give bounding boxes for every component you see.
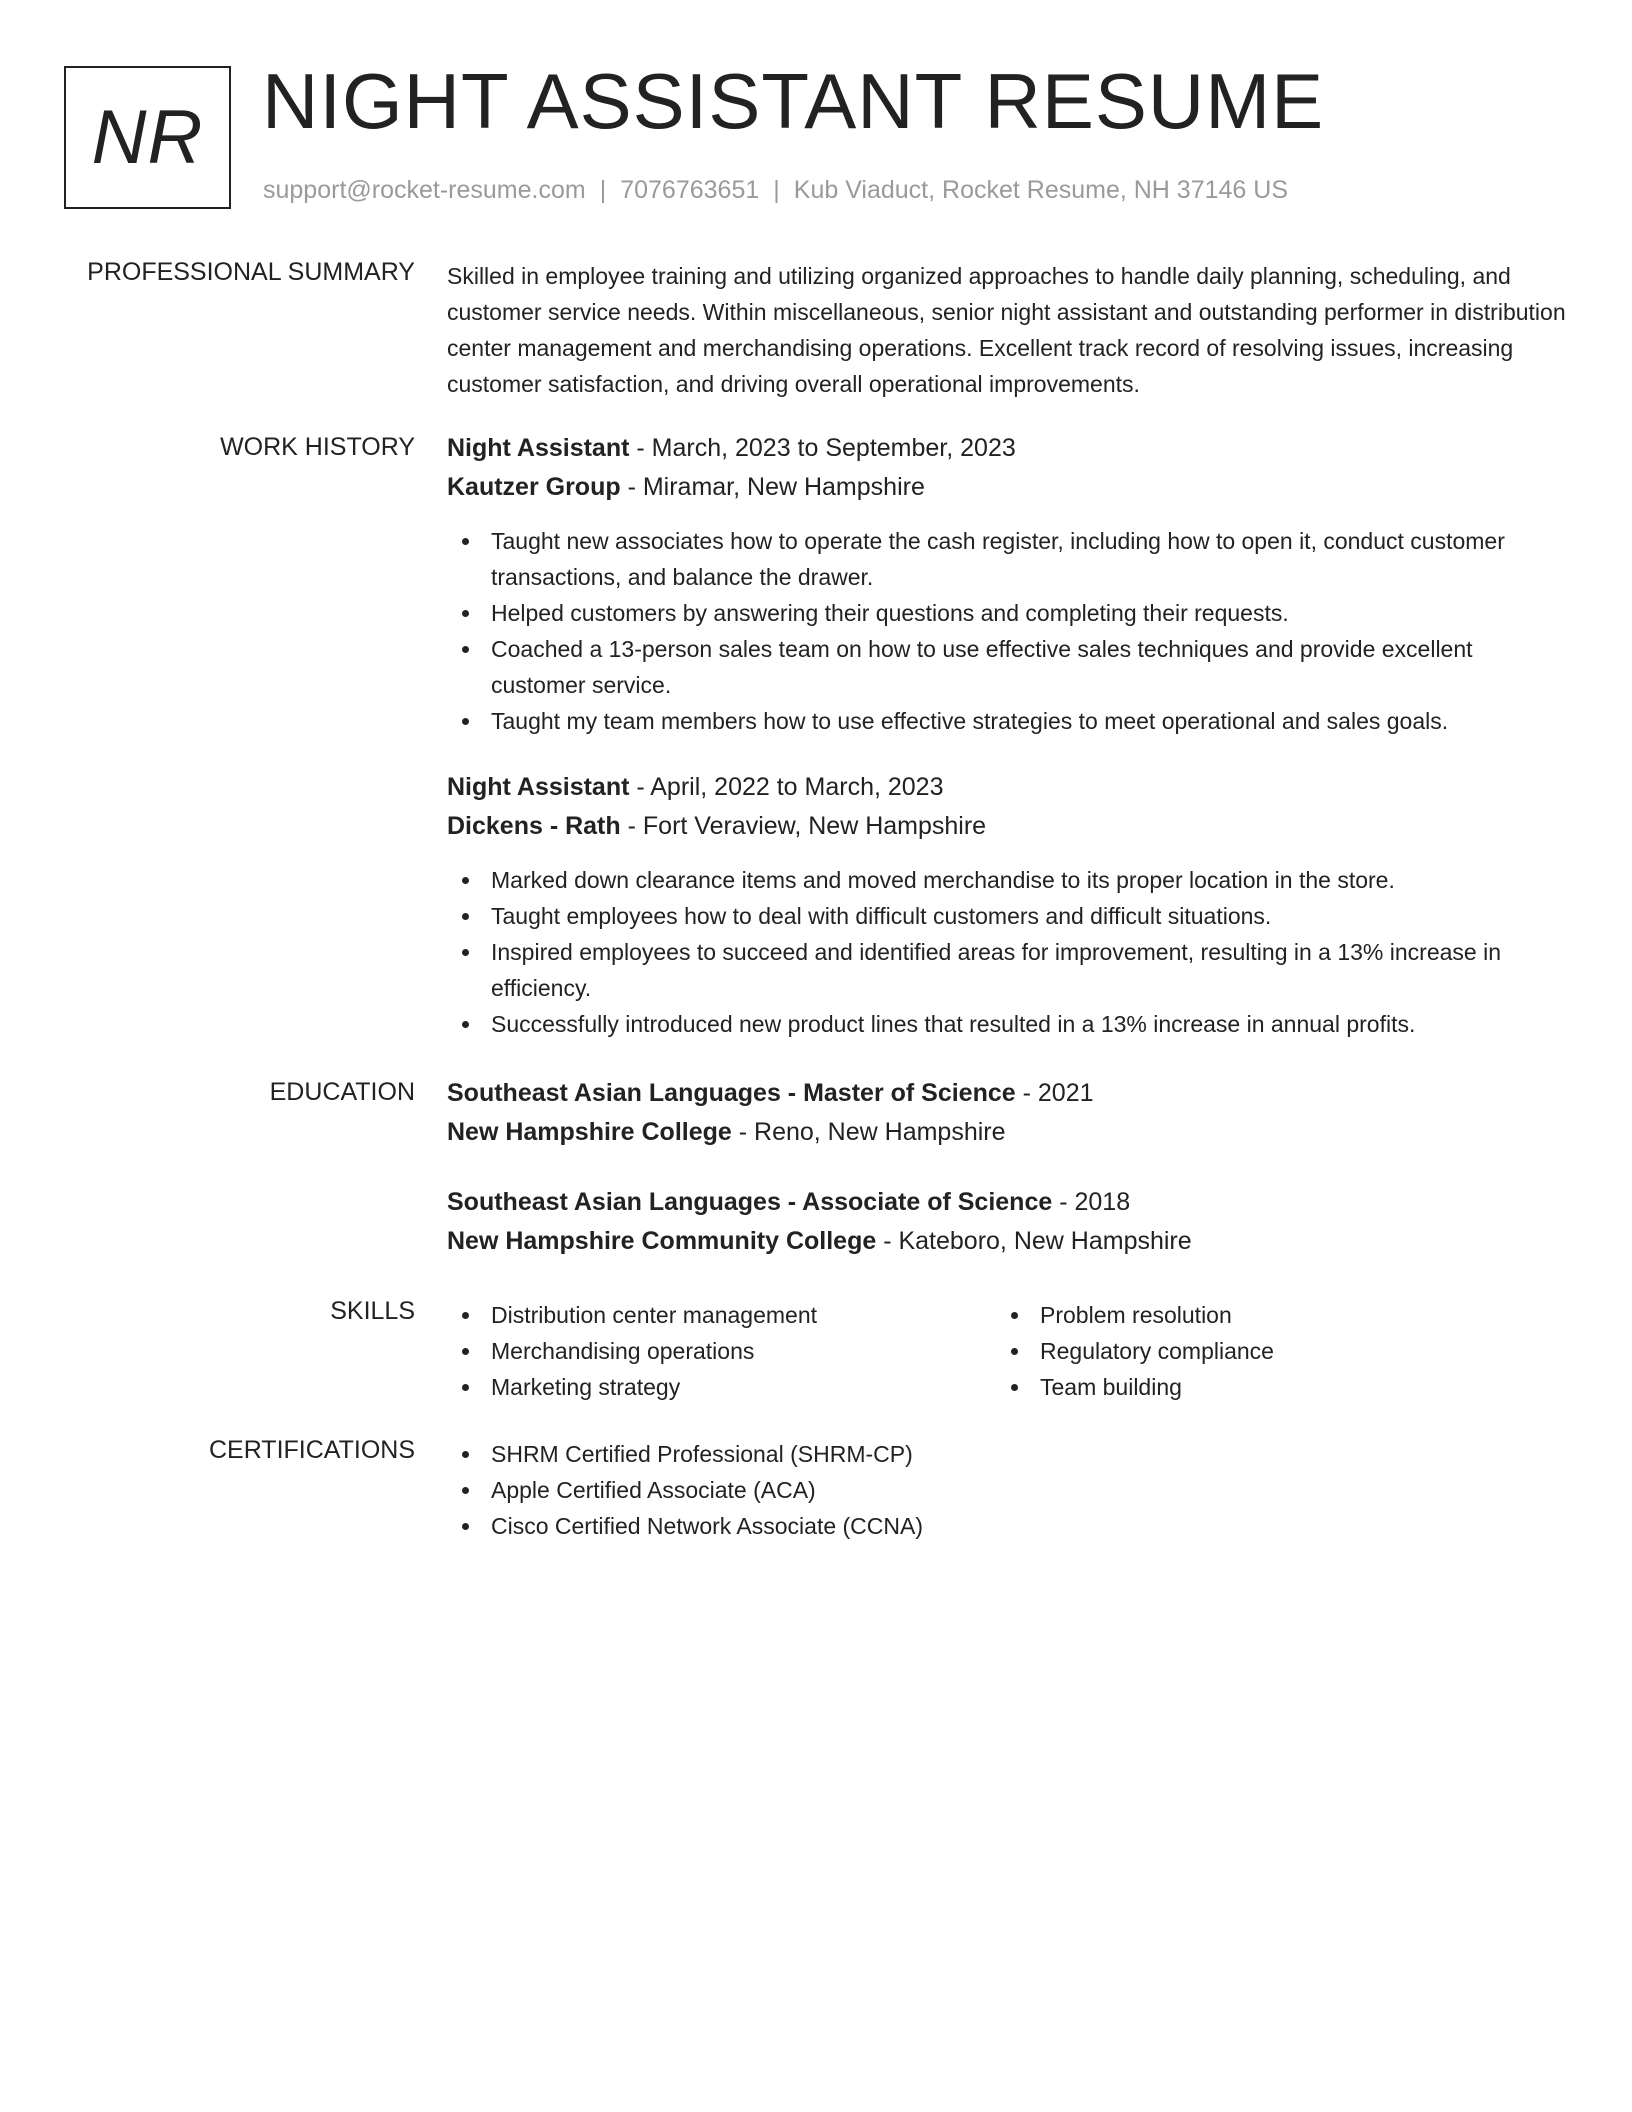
job-dates: - April, 2022 to March, 2023 bbox=[629, 773, 944, 801]
contact-address: Kub Viaduct, Rocket Resume, NH 37146 US bbox=[793, 176, 1289, 204]
job-company-line bbox=[447, 468, 1567, 507]
contact-email: support@rocket-resume.com bbox=[263, 176, 586, 204]
skill-item: Marketing strategy bbox=[447, 1369, 996, 1405]
job-dates: - March, 2023 to September, 2023 bbox=[629, 434, 1016, 462]
school-line bbox=[447, 1113, 1567, 1152]
certifications-list bbox=[447, 1436, 1567, 1544]
degree-name: Southeast Asian Languages - Associate of Science bbox=[447, 1188, 1053, 1216]
job-bullet: Marked down clearance items and moved merchandise to its proper location in the store. bbox=[447, 862, 1567, 898]
job-bullet: Helped customers by answering their questions and completing their requests. bbox=[447, 595, 1567, 631]
skill-item: Merchandising operations bbox=[447, 1333, 996, 1369]
job-bullet-list bbox=[447, 862, 1567, 1042]
degree-year: - 2021 bbox=[1015, 1079, 1094, 1107]
school-line bbox=[447, 1222, 1567, 1261]
skill-item: Problem resolution bbox=[996, 1297, 1545, 1333]
certification-item: Apple Certified Associate (ACA) bbox=[447, 1472, 1567, 1508]
job-location: - Fort Veraview, New Hampshire bbox=[620, 812, 987, 840]
job-title-line bbox=[447, 429, 1567, 468]
education-heading: EDUCATION bbox=[269, 1078, 415, 1106]
work-history-heading: WORK HISTORY bbox=[220, 433, 415, 461]
job-bullet: Coached a 13-person sales team on how to use effective sales techniques and provide excellent customer service. bbox=[447, 631, 1567, 703]
summary-text: Skilled in employee training and utilizing organized approaches to handle daily planning, scheduling, and customer service needs. Within miscellaneous, senior night assistant and outstanding performer in distribution center management and merchandising operations. Excellent track record of resolving issues, increasing customer satisfaction, and driving overall operational improvements. bbox=[447, 263, 1566, 397]
job-company: Dickens - Rath bbox=[447, 812, 621, 840]
job-title-line bbox=[447, 768, 1567, 807]
job-bullet-list bbox=[447, 523, 1567, 739]
degree-line bbox=[447, 1183, 1567, 1222]
degree-line bbox=[447, 1074, 1567, 1113]
skills-body bbox=[447, 1297, 1567, 1405]
job-title: Night Assistant bbox=[447, 773, 630, 801]
school-name: New Hampshire Community College bbox=[447, 1227, 877, 1255]
contact-line bbox=[263, 176, 1288, 205]
skills-grid bbox=[447, 1297, 1567, 1405]
job-title: Night Assistant bbox=[447, 434, 630, 462]
education-entry bbox=[447, 1183, 1567, 1261]
job-bullet: Taught my team members how to use effective strategies to meet operational and sales goals. bbox=[447, 703, 1567, 739]
contact-separator: | bbox=[773, 176, 780, 204]
degree-year: - 2018 bbox=[1052, 1188, 1131, 1216]
job-entry bbox=[447, 429, 1567, 739]
skills-column bbox=[996, 1297, 1545, 1405]
certification-item: Cisco Certified Network Associate (CCNA) bbox=[447, 1508, 1567, 1544]
resume-title: NIGHT ASSISTANT RESUME bbox=[262, 57, 1325, 145]
work-history-body bbox=[447, 429, 1567, 1042]
contact-separator: | bbox=[599, 176, 607, 204]
school-location: - Kateboro, New Hampshire bbox=[876, 1227, 1192, 1255]
contact-phone: 7076763651 bbox=[620, 176, 760, 204]
job-location: - Miramar, New Hampshire bbox=[620, 473, 925, 501]
skill-item: Regulatory compliance bbox=[996, 1333, 1545, 1369]
school-location: - Reno, New Hampshire bbox=[731, 1118, 1006, 1146]
skills-heading: SKILLS bbox=[330, 1297, 415, 1325]
education-entry bbox=[447, 1074, 1567, 1152]
certifications-body bbox=[447, 1436, 1567, 1544]
skills-column bbox=[447, 1297, 996, 1405]
degree-name: Southeast Asian Languages - Master of Science bbox=[447, 1079, 1016, 1107]
skill-item: Team building bbox=[996, 1369, 1545, 1405]
certification-item: SHRM Certified Professional (SHRM-CP) bbox=[447, 1436, 1567, 1472]
job-bullet: Taught employees how to deal with difficult customers and difficult situations. bbox=[447, 898, 1567, 934]
job-company-line bbox=[447, 807, 1567, 846]
job-company: Kautzer Group bbox=[447, 473, 621, 501]
skill-item: Distribution center management bbox=[447, 1297, 996, 1333]
monogram-box bbox=[64, 66, 231, 209]
summary-heading: PROFESSIONAL SUMMARY bbox=[87, 258, 415, 286]
monogram-initials: NR bbox=[91, 95, 204, 180]
school-name: New Hampshire College bbox=[447, 1118, 732, 1146]
job-bullet: Taught new associates how to operate the cash register, including how to open it, conduct customer transactions, and balance the drawer. bbox=[447, 523, 1567, 595]
job-entry bbox=[447, 768, 1567, 1042]
certifications-heading: CERTIFICATIONS bbox=[208, 1436, 415, 1464]
job-bullet: Inspired employees to succeed and identified areas for improvement, resulting in a 13% increase in efficiency. bbox=[447, 934, 1567, 1006]
education-body bbox=[447, 1074, 1567, 1261]
job-bullet: Successfully introduced new product lines that resulted in a 13% increase in annual profits. bbox=[447, 1006, 1567, 1042]
